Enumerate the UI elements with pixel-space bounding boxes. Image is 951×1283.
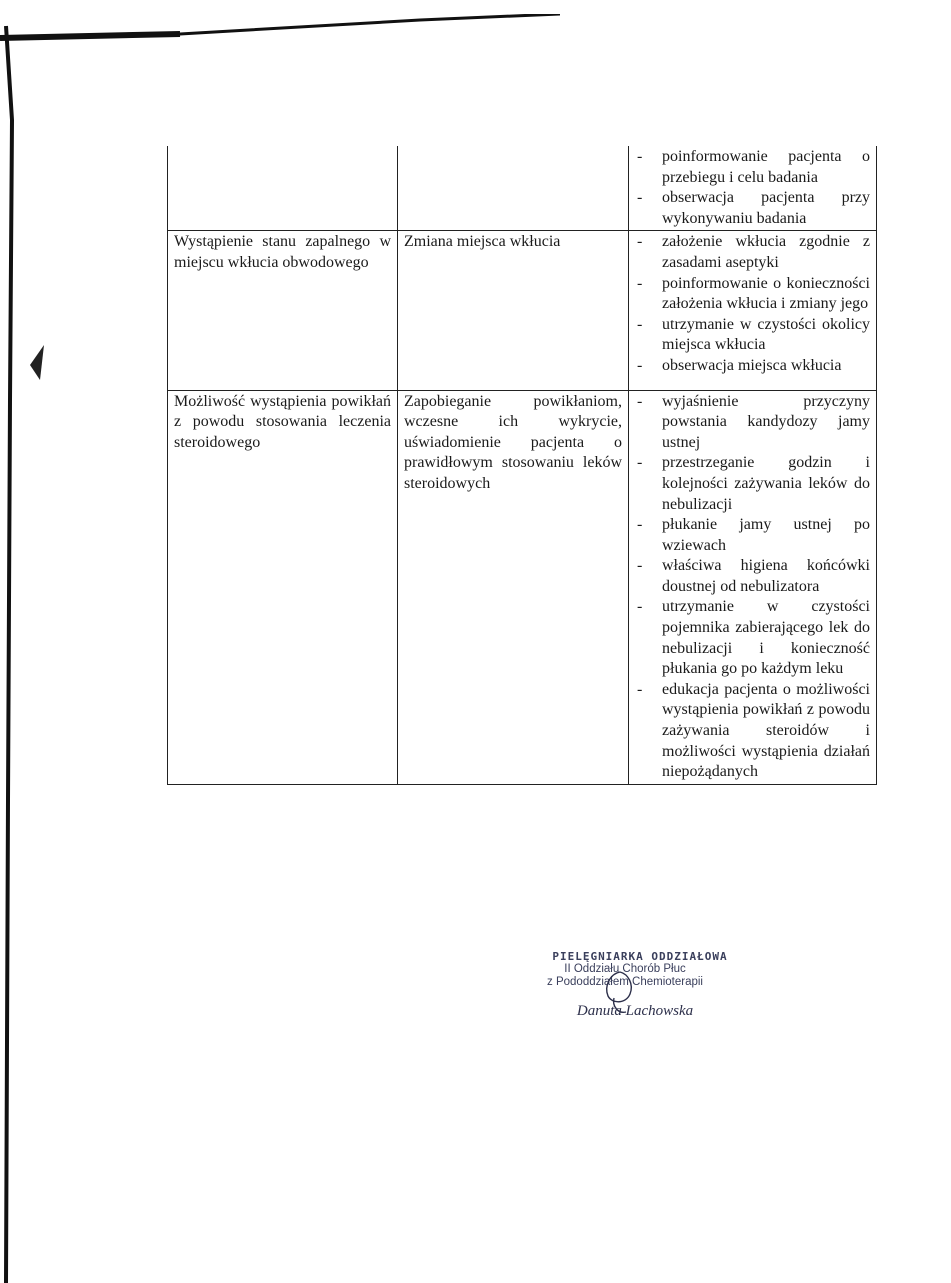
problem-cell: Możliwość wystąpienia powikłań z powodu stosowania leczenia steroidowego <box>168 390 398 784</box>
action-item: - edukacja pacjenta o możliwości wystąpienia powikłań z powodu zażywania steroidów i możliwości wystąpienia działań niepożądanych <box>637 680 870 783</box>
action-item: - założenie wkłucia zgodnie z zasadami aseptyki <box>637 232 870 273</box>
action-item: - obserwacja miejsca wkłucia <box>637 356 870 377</box>
stamp-subdepartment: z Pododdziałem Chemioterapii <box>547 976 703 988</box>
stamp-title: PIELĘGNIARKA ODDZIAŁOWA <box>552 950 728 963</box>
care-plan-table <box>167 146 877 785</box>
action-item: - utrzymanie w czystości okolicy miejsca wkłucia <box>637 315 870 356</box>
signature-mark <box>590 968 650 1018</box>
goal-cell: Zapobieganie powikłaniom, wczesne ich wykrycie, uświadomienie pacjenta o prawidłowym stosowaniu leków steroidowych <box>398 390 629 784</box>
action-item: - płukanie jamy ustnej po wziewach <box>637 515 870 556</box>
action-item: - poinformowanie o konieczności założenia wkłucia i zmiany jego <box>637 274 870 315</box>
table-row <box>168 146 877 231</box>
action-item: - utrzymanie w czystości pojemnika zabierającego lek do nebulizacji i konieczność płukania go po każdym leku <box>637 597 870 679</box>
scan-edge-left <box>0 0 60 1283</box>
actions-list <box>637 147 870 229</box>
problem-cell: Wystąpienie stanu zapalnego w miejscu wkłucia obwodowego <box>168 231 398 390</box>
goal-cell <box>398 146 629 231</box>
action-item: - przestrzeganie godzin i kolejności zażywania leków do nebulizacji <box>637 453 870 515</box>
action-item: - właściwa higiena końcówki doustnej od nebulizatora <box>637 556 870 597</box>
problem-cell <box>168 146 398 231</box>
table-row <box>168 390 877 784</box>
actions-cell <box>629 231 877 390</box>
actions-list <box>637 392 870 783</box>
action-item: - wyjaśnienie przyczyny powstania kandydozy jamy ustnej <box>637 392 870 454</box>
stamp-department: II Oddziału Chorób Płuc <box>564 963 686 975</box>
actions-cell <box>629 146 877 231</box>
table-row <box>168 231 877 390</box>
actions-list <box>637 232 870 376</box>
goal-cell: Zmiana miejsca wkłucia <box>398 231 629 390</box>
action-item: - poinformowanie pacjenta o przebiegu i celu badania <box>637 147 870 188</box>
scan-edge-top <box>0 14 560 44</box>
actions-cell <box>629 390 877 784</box>
action-item: - obserwacja pacjenta przy wykonywaniu badania <box>637 188 870 229</box>
stamp-name: Danuta Lachowska <box>576 1003 694 1019</box>
